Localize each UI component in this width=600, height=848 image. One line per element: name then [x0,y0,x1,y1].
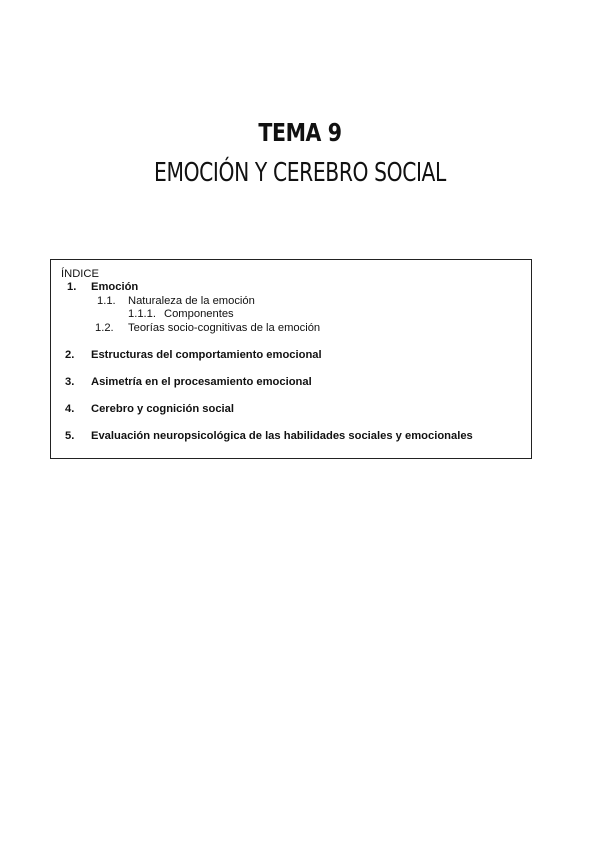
toc-item-1-1-number: 1.1. [97,295,116,307]
toc-item-1-1-label: Naturaleza de la emoción [128,295,255,307]
toc-item-4-number: 4. [65,403,75,415]
toc-item-2-label: Estructuras del comportamiento emocional [91,349,322,361]
page-subtitle: EMOCIÓN Y CEREBRO SOCIAL [154,158,446,188]
toc-item-1-1-1-number: 1.1.1. [128,308,156,320]
toc-item-5-number: 5. [65,430,75,442]
toc-item-1-label: Emoción [91,281,139,293]
table-of-contents [50,259,532,459]
toc-item-2-number: 2. [65,349,75,361]
toc-item-1-number: 1. [67,281,77,293]
toc-heading: ÍNDICE [61,268,99,280]
toc-item-3-label: Asimetría en el procesamiento emocional [91,376,312,388]
toc-item-1-2-label: Teorías socio-cognitivas de la emoción [128,322,321,334]
page-title: TEMA 9 [258,118,342,147]
toc-item-3-number: 3. [65,376,75,388]
toc-item-5-label: Evaluación neuropsicológica de las habilidades sociales y emocionales [91,430,473,442]
toc-item-4-label: Cerebro y cognición social [91,403,234,415]
toc-item-1-2-number: 1.2. [95,322,114,334]
toc-item-1-1-1-label: Componentes [164,308,234,320]
